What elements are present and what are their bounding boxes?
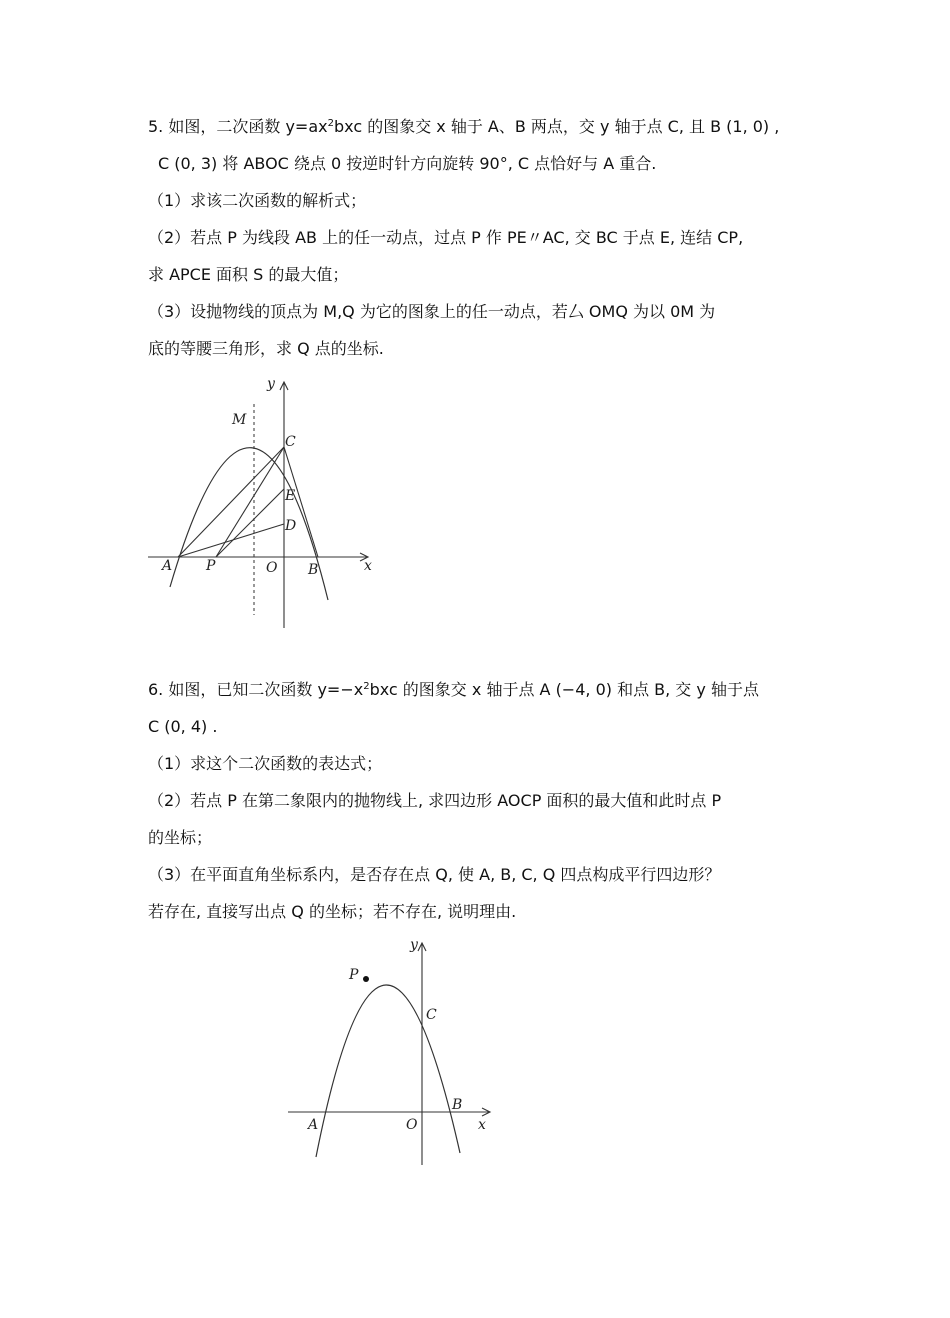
p6-label-A: A [308,1117,319,1133]
p5-label-E: E [285,488,296,504]
p6-line1-pre: 6. 如图，已知二次函数 y=−x [148,680,364,699]
p6-question2-line1: （2）若点 P 在第二象限内的抛物线上, 求四边形 AOCP 面积的最大值和此时点 P [148,791,722,810]
p6-line1-post: bxc 的图象交 x 轴于点 A (−4, 0) 和点 B, 交 y 轴于点 [369,680,759,699]
p6-point-P [363,976,369,982]
p6-question3-line1: （3）在平面直角坐标系内，是否存在点 Q, 使 A, B, C, Q 四点构成平行四边形？ [148,865,721,884]
p6-question3-line2: 若存在, 直接写出点 Q 的坐标；若不存在, 说明理由. [148,902,517,921]
p5-label-P: P [206,558,216,574]
p5-label-C: C [285,434,296,450]
p5-label-B: B [308,562,319,578]
p6-label-O: O [406,1117,418,1133]
p5-question3-line2: 底的等腰三角形，求 Q 点的坐标. [148,339,384,358]
p5-line2: C (0, 3) 将 ABOC 绕点 0 按逆时针方向旋转 90°, C 点恰好与 A 重合. [158,154,657,173]
p5-superscript: 2 [327,118,334,129]
p5-question3-line1: （3）设抛物线的顶点为 M,Q 为它的图象上的任一动点，若厶 OMQ 为以 0M 为 [148,302,716,321]
p6-label-P: P [349,967,359,983]
p5-label-M: M [232,412,247,428]
p5-label-x: x [364,558,372,574]
p5-segment-PC [216,447,284,557]
p5-question2-line1: （2）若点 P 为线段 AB 上的任一动点，过点 P 作 PE〃AC, 交 BC 于点 E, 连结 CP, [148,228,744,247]
p5-question2-line2: 求 APCE 面积 S 的最大值； [148,265,349,284]
p5-figure [140,372,390,637]
p6-label-C: C [426,1007,437,1023]
p6-line1 [148,679,759,701]
p5-line1-pre: 5. 如图，二次函数 y=ax [148,117,328,136]
p5-segment-PE [216,489,284,557]
p6-label-B: B [452,1097,463,1113]
p6-question1: （1）求这个二次函数的表达式； [148,754,383,773]
p6-question2-line2: 的坐标； [148,828,213,847]
p6-label-x: x [478,1117,486,1133]
p5-label-A: A [162,558,173,574]
p6-superscript: 2 [363,681,370,692]
p6-line2: C (0, 4) . [148,717,218,736]
p5-label-O: O [266,560,278,576]
p5-line1 [148,116,779,138]
p5-question1: （1）求该二次函数的解析式； [148,191,367,210]
p6-label-y: y [410,937,418,953]
p5-label-D: D [285,518,297,534]
p6-figure [280,935,500,1170]
p5-line1-post: bxc 的图象交 x 轴于 A、B 两点，交 y 轴于点 C, 且 B (1, 0) , [333,117,780,136]
p6-parabola [316,985,463,1157]
p5-label-y: y [267,376,275,392]
